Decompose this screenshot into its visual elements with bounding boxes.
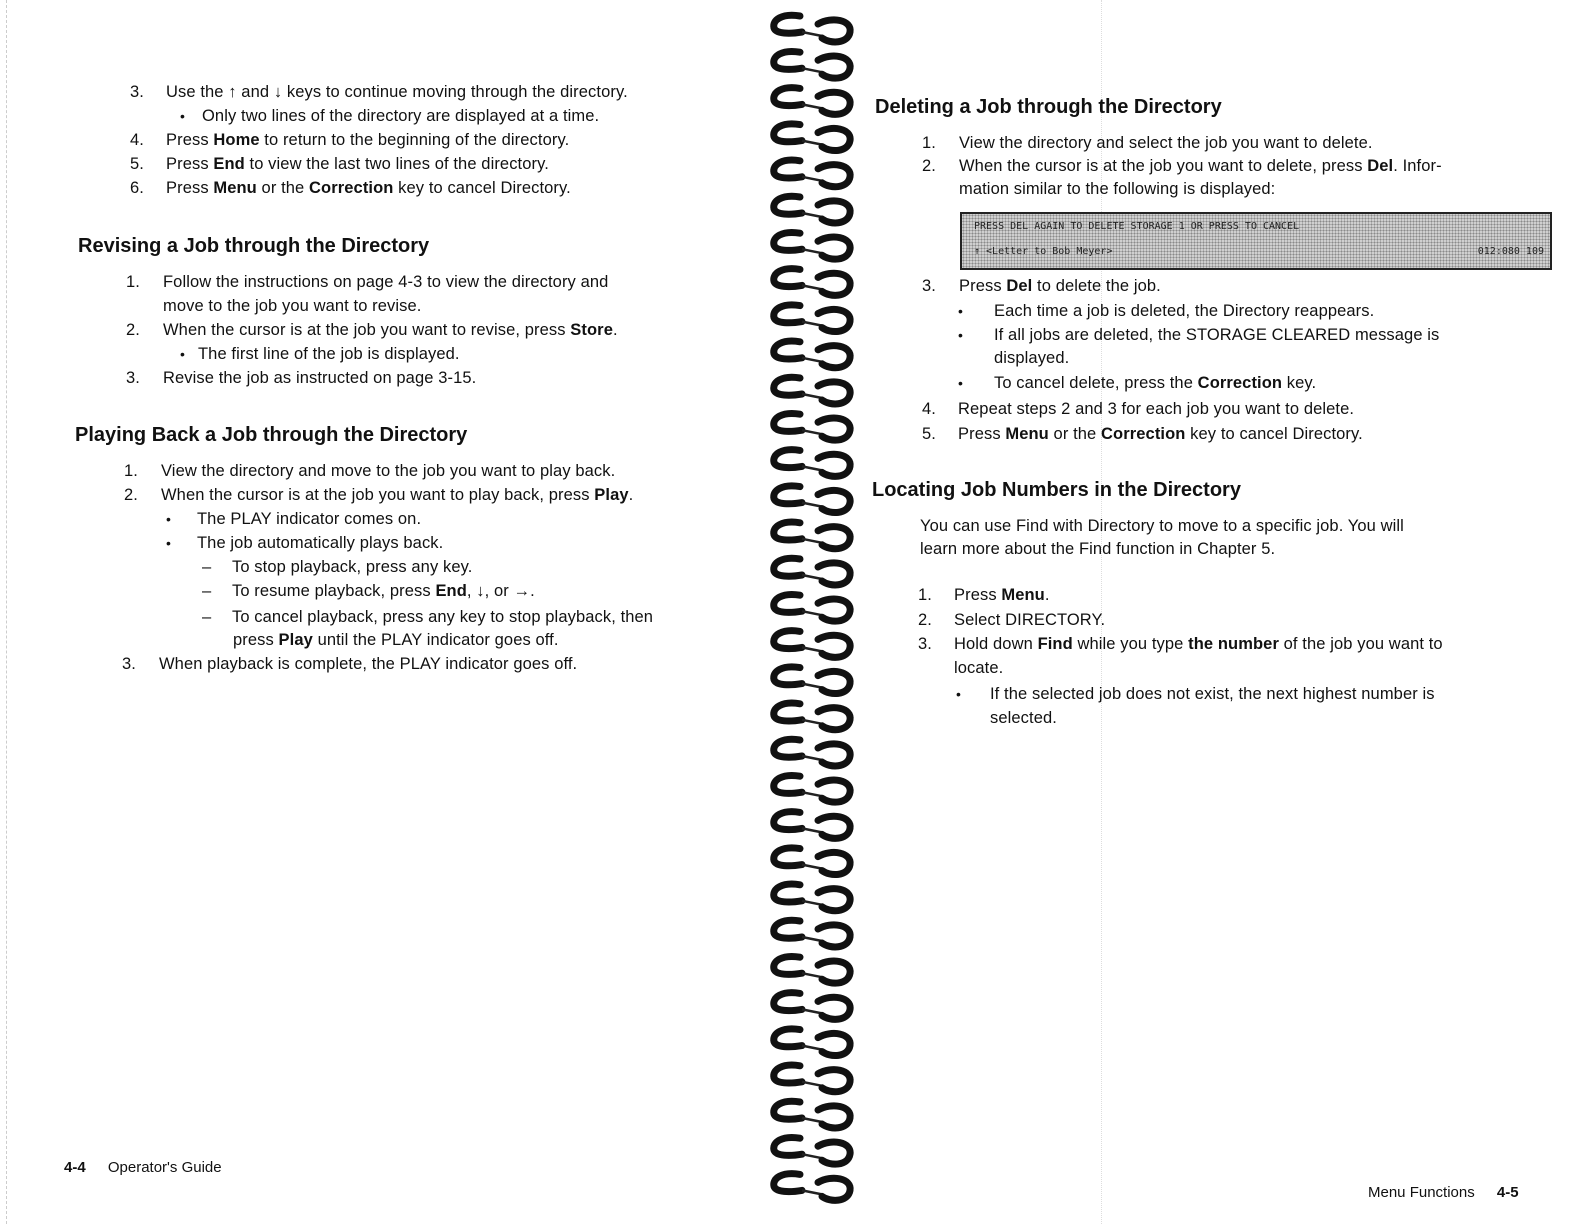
footer-right [1368,1184,1519,1201]
left-page: 3. Use the ↑ and ↓ keys to continue moving through the directory. • Only two lines of the directory are displayed at a time. 4. Press Home to return to the beginning of the directory. 5. Press End to view the last two lines of the directory. 6. Press Menu or the Correction key to cancel Directory. Revising a Job through the Directory 1. Follow the instructions on page 4-3 to view the directory and move to the job you want to revise. 2. When the cursor is at the job you want to revise, press Store. • The first line of the job is displayed. 3. Revise the job as instructed on page 3-15. Playing Back a Job through the Directory 1. View the directory and move to the job you want to play back. 2. When the cursor is at the job you want to play back, press Play. • The PLAY indicator comes on. • The job automatically plays back. – To stop playback, press any key. – To resume playback, press End, ↓, or →. – To cancel playback, press any key to stop playback, then press Play until the PLAY indicator goes off. 3. When playback is complete, the PLAY indicator goes off. 4-4 Operator's Guide [64,83,654,1176]
spiral-ring [774,631,850,658]
spiral-ring [774,812,850,839]
spiral-ring [774,88,850,115]
spiral-ring [774,486,850,513]
spiral-ring [774,1101,850,1128]
bullet-icon: • [166,511,172,527]
display-screen-sample [960,212,1552,270]
spiral-ring [774,413,850,440]
spiral-ring [774,1137,850,1164]
spiral-ring [774,1065,850,1092]
footer-title: Menu Functions [1368,1184,1475,1201]
bullet-icon: • [958,303,964,319]
spiral-ring [774,1029,850,1056]
spiral-ring [774,232,850,259]
heading-deleting: Deleting a Job through the Directory [875,96,1222,118]
display-line-2: ↑ <Letter to Bob Meyer> [974,246,1113,257]
heading-revising: Revising a Job through the Directory [78,235,430,257]
dash-icon: – [202,608,212,626]
locating-intro-1: You can use Find with Directory to move to a specific job. You will [920,517,1404,535]
spiral-ring [774,160,850,187]
spiral-ring [774,196,850,223]
heading-playing-back: Playing Back a Job through the Directory [75,424,468,446]
delete-step-2-cont: mation similar to the following is displayed: [959,180,1276,198]
display-line-2-status: 012:080 109 [1477,246,1544,257]
spiral-ring [774,377,850,404]
locate-step-3-cont: locate. [954,659,1004,677]
bullet-icon: • [180,108,186,124]
spiral-ring [774,51,850,78]
spiral-rings-graphic [760,0,870,1224]
spiral-ring [774,775,850,802]
spiral-ring [774,667,850,694]
spiral-ring [774,884,850,911]
footer-left [64,1159,222,1176]
bullet-icon: • [956,686,962,702]
locate-bullet-1-cont: selected. [990,709,1057,727]
locating-intro-2: learn more about the Find function in Chapter 5. [920,540,1276,558]
spiral-ring [774,450,850,477]
dash-icon: – [202,582,212,600]
delete-bullet-2-cont: displayed. [994,349,1070,367]
spiral-ring [774,269,850,296]
bullet-icon: • [958,375,964,391]
heading-locating: Locating Job Numbers in the Directory [872,479,1241,501]
spiral-ring [774,703,850,730]
spiral-ring [774,305,850,332]
bullet-icon: • [166,535,172,551]
up-arrow-icon: ↑ [228,83,237,101]
spiral-ring [774,1174,850,1201]
footer-page-number: 4-5 [1496,1184,1519,1201]
bullet-icon: • [958,327,964,343]
spiral-ring [774,920,850,947]
spiral-ring [774,993,850,1020]
spiral-binding [760,0,870,1224]
spiral-ring [774,739,850,766]
play-dash-3-cont: press Play until the PLAY indicator goes off. [233,631,559,649]
spiral-ring [774,341,850,368]
spiral-ring [774,594,850,621]
spiral-ring [774,124,850,151]
footer-title: Operator's Guide [107,1159,222,1176]
right-page: Deleting a Job through the Directory 1. View the directory and select the job you want to delete. 2. When the cursor is at the job you want to delete, press Del. Infor- mation similar to the following is displayed: PRESS DEL AGAIN TO DELETE STORAGE 1 OR PRESS TO CANCEL ↑ <Letter to Bob Meyer> 012:080 109 3. Press Del to delete the job. • Each time a job is deleted, the Directory reappears. • If all jobs are deleted, the STORAGE CLEARED message is displayed. • To cancel delete, press the Correction key. 4. Repeat steps 2 and 3 for each job you want to delete. 5. Press Menu or the Correction key to cancel Directory. Locating Job Numbers in the Directory You can use Find with Directory to move to a specific job. You will learn more about the Find function in Chapter 5. 1. Press Menu. 2. Select DIRECTORY. 3. Hold down Find while you type the number of the job you want to locate. • If the selected job does not exist, the next highest number is selected. Menu Functions 4-5 [860,0,1584,1224]
display-line-1: PRESS DEL AGAIN TO DELETE STORAGE 1 OR PRESS TO CANCEL [974,221,1300,232]
spiral-ring [774,956,850,983]
spiral-ring [774,848,850,875]
footer-page-number: 4-4 [64,1159,86,1176]
spiral-ring [774,558,850,585]
down-arrow-icon: ↓ [273,83,283,101]
spiral-ring [774,15,850,42]
dash-icon: – [202,558,212,576]
revise-step-1-cont: move to the job you want to revise. [163,297,422,315]
bullet-icon: • [180,346,186,362]
spiral-ring [774,522,850,549]
